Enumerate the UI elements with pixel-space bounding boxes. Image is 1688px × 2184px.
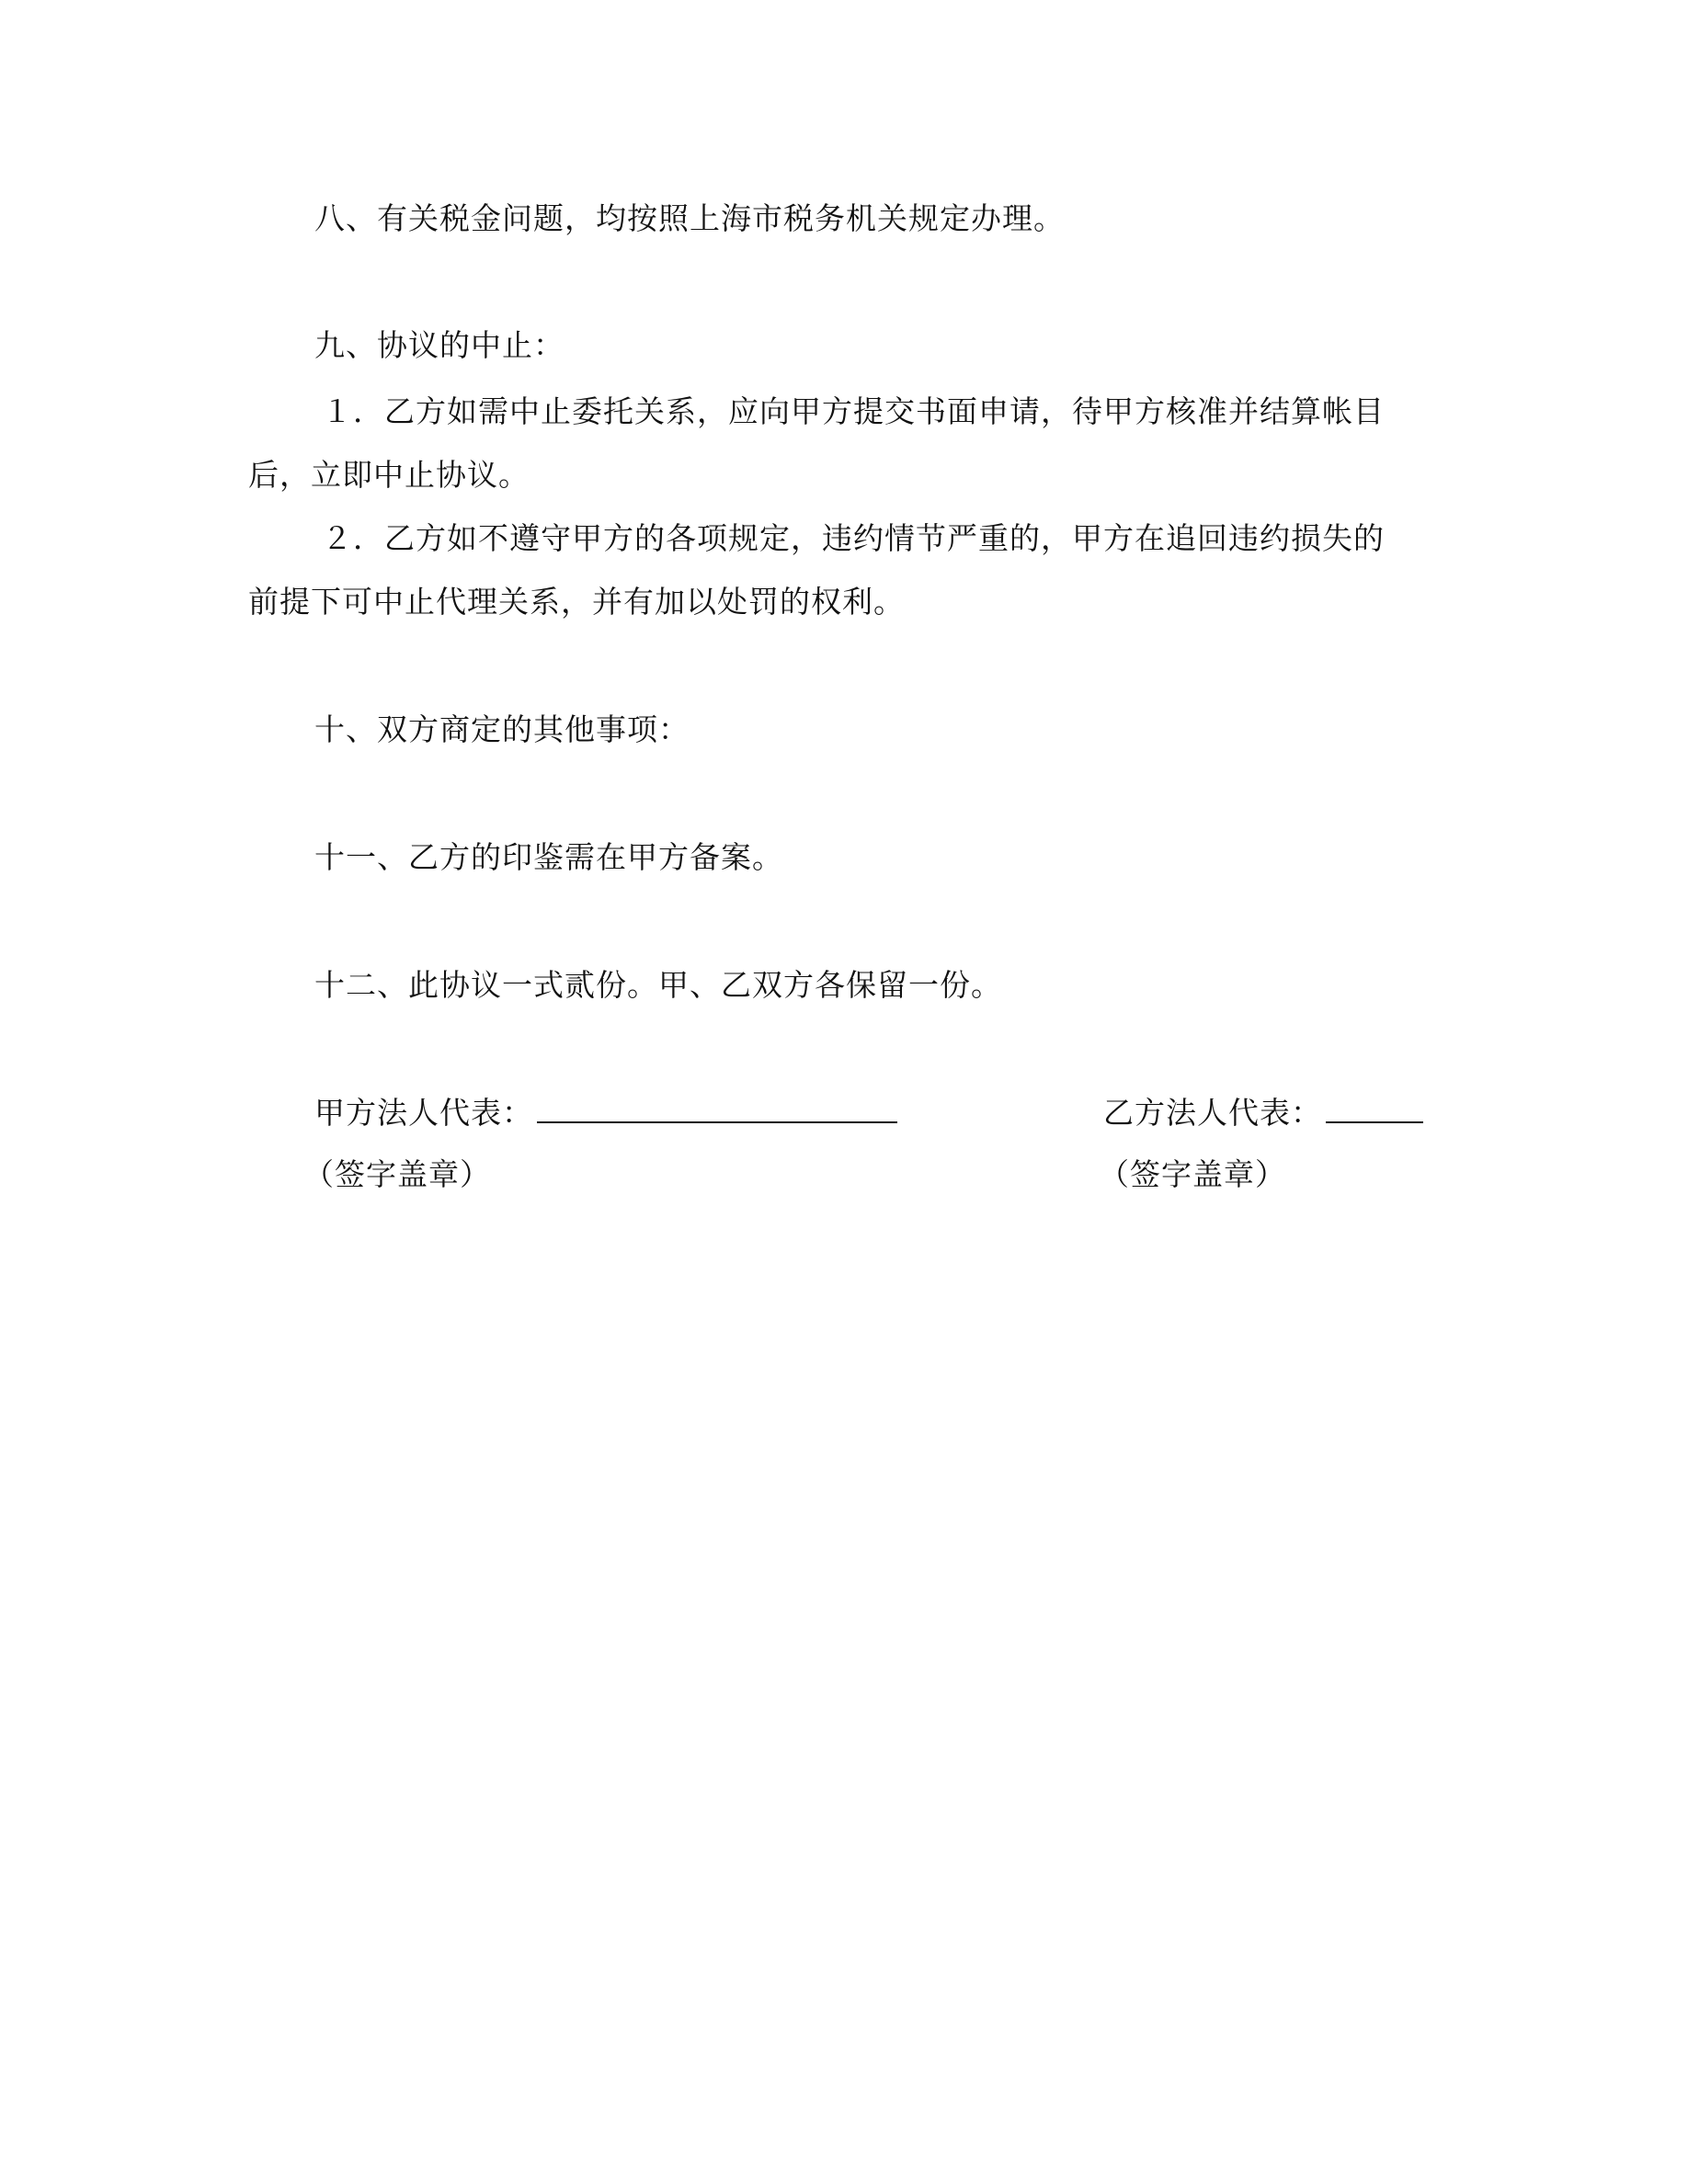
party-a-signature-field[interactable] xyxy=(537,1094,897,1123)
clause-9-item-1-line-1: １．乙方如需中止委托关系，应向甲方提交书面申请，待甲方核准并结算帐目 xyxy=(322,393,1385,429)
clause-8: 八、有关税金问题，均按照上海市税务机关规定办理。 xyxy=(314,200,1065,236)
party-b-label: 乙方法人代表： xyxy=(1103,1095,1322,1131)
clause-9-item-2-line-1: ２．乙方如不遵守甲方的各项规定，违约情节严重的，甲方在追回违约损失的 xyxy=(322,520,1385,556)
clause-12: 十二、此协议一式贰份。甲、乙双方各保留一份。 xyxy=(314,967,1002,1003)
clause-11: 十一、乙方的印鉴需在甲方备案。 xyxy=(314,839,783,875)
clause-10: 十、双方商定的其他事项： xyxy=(314,711,690,747)
party-a-signature-line xyxy=(314,1094,897,1132)
clause-9-item-2-line-2: 前提下可中止代理关系，并有加以处罚的权利。 xyxy=(248,584,905,620)
clause-9-heading: 九、协议的中止： xyxy=(314,327,565,363)
party-b-note: （签字盖章） xyxy=(1099,1156,1286,1192)
party-b-signature-field[interactable] xyxy=(1326,1094,1423,1123)
party-a-label: 甲方法人代表： xyxy=(314,1095,533,1131)
party-b-signature-line xyxy=(1103,1094,1423,1132)
party-a-note: （签字盖章） xyxy=(303,1156,491,1192)
clause-9-item-1-line-2: 后，立即中止协议。 xyxy=(248,457,530,493)
